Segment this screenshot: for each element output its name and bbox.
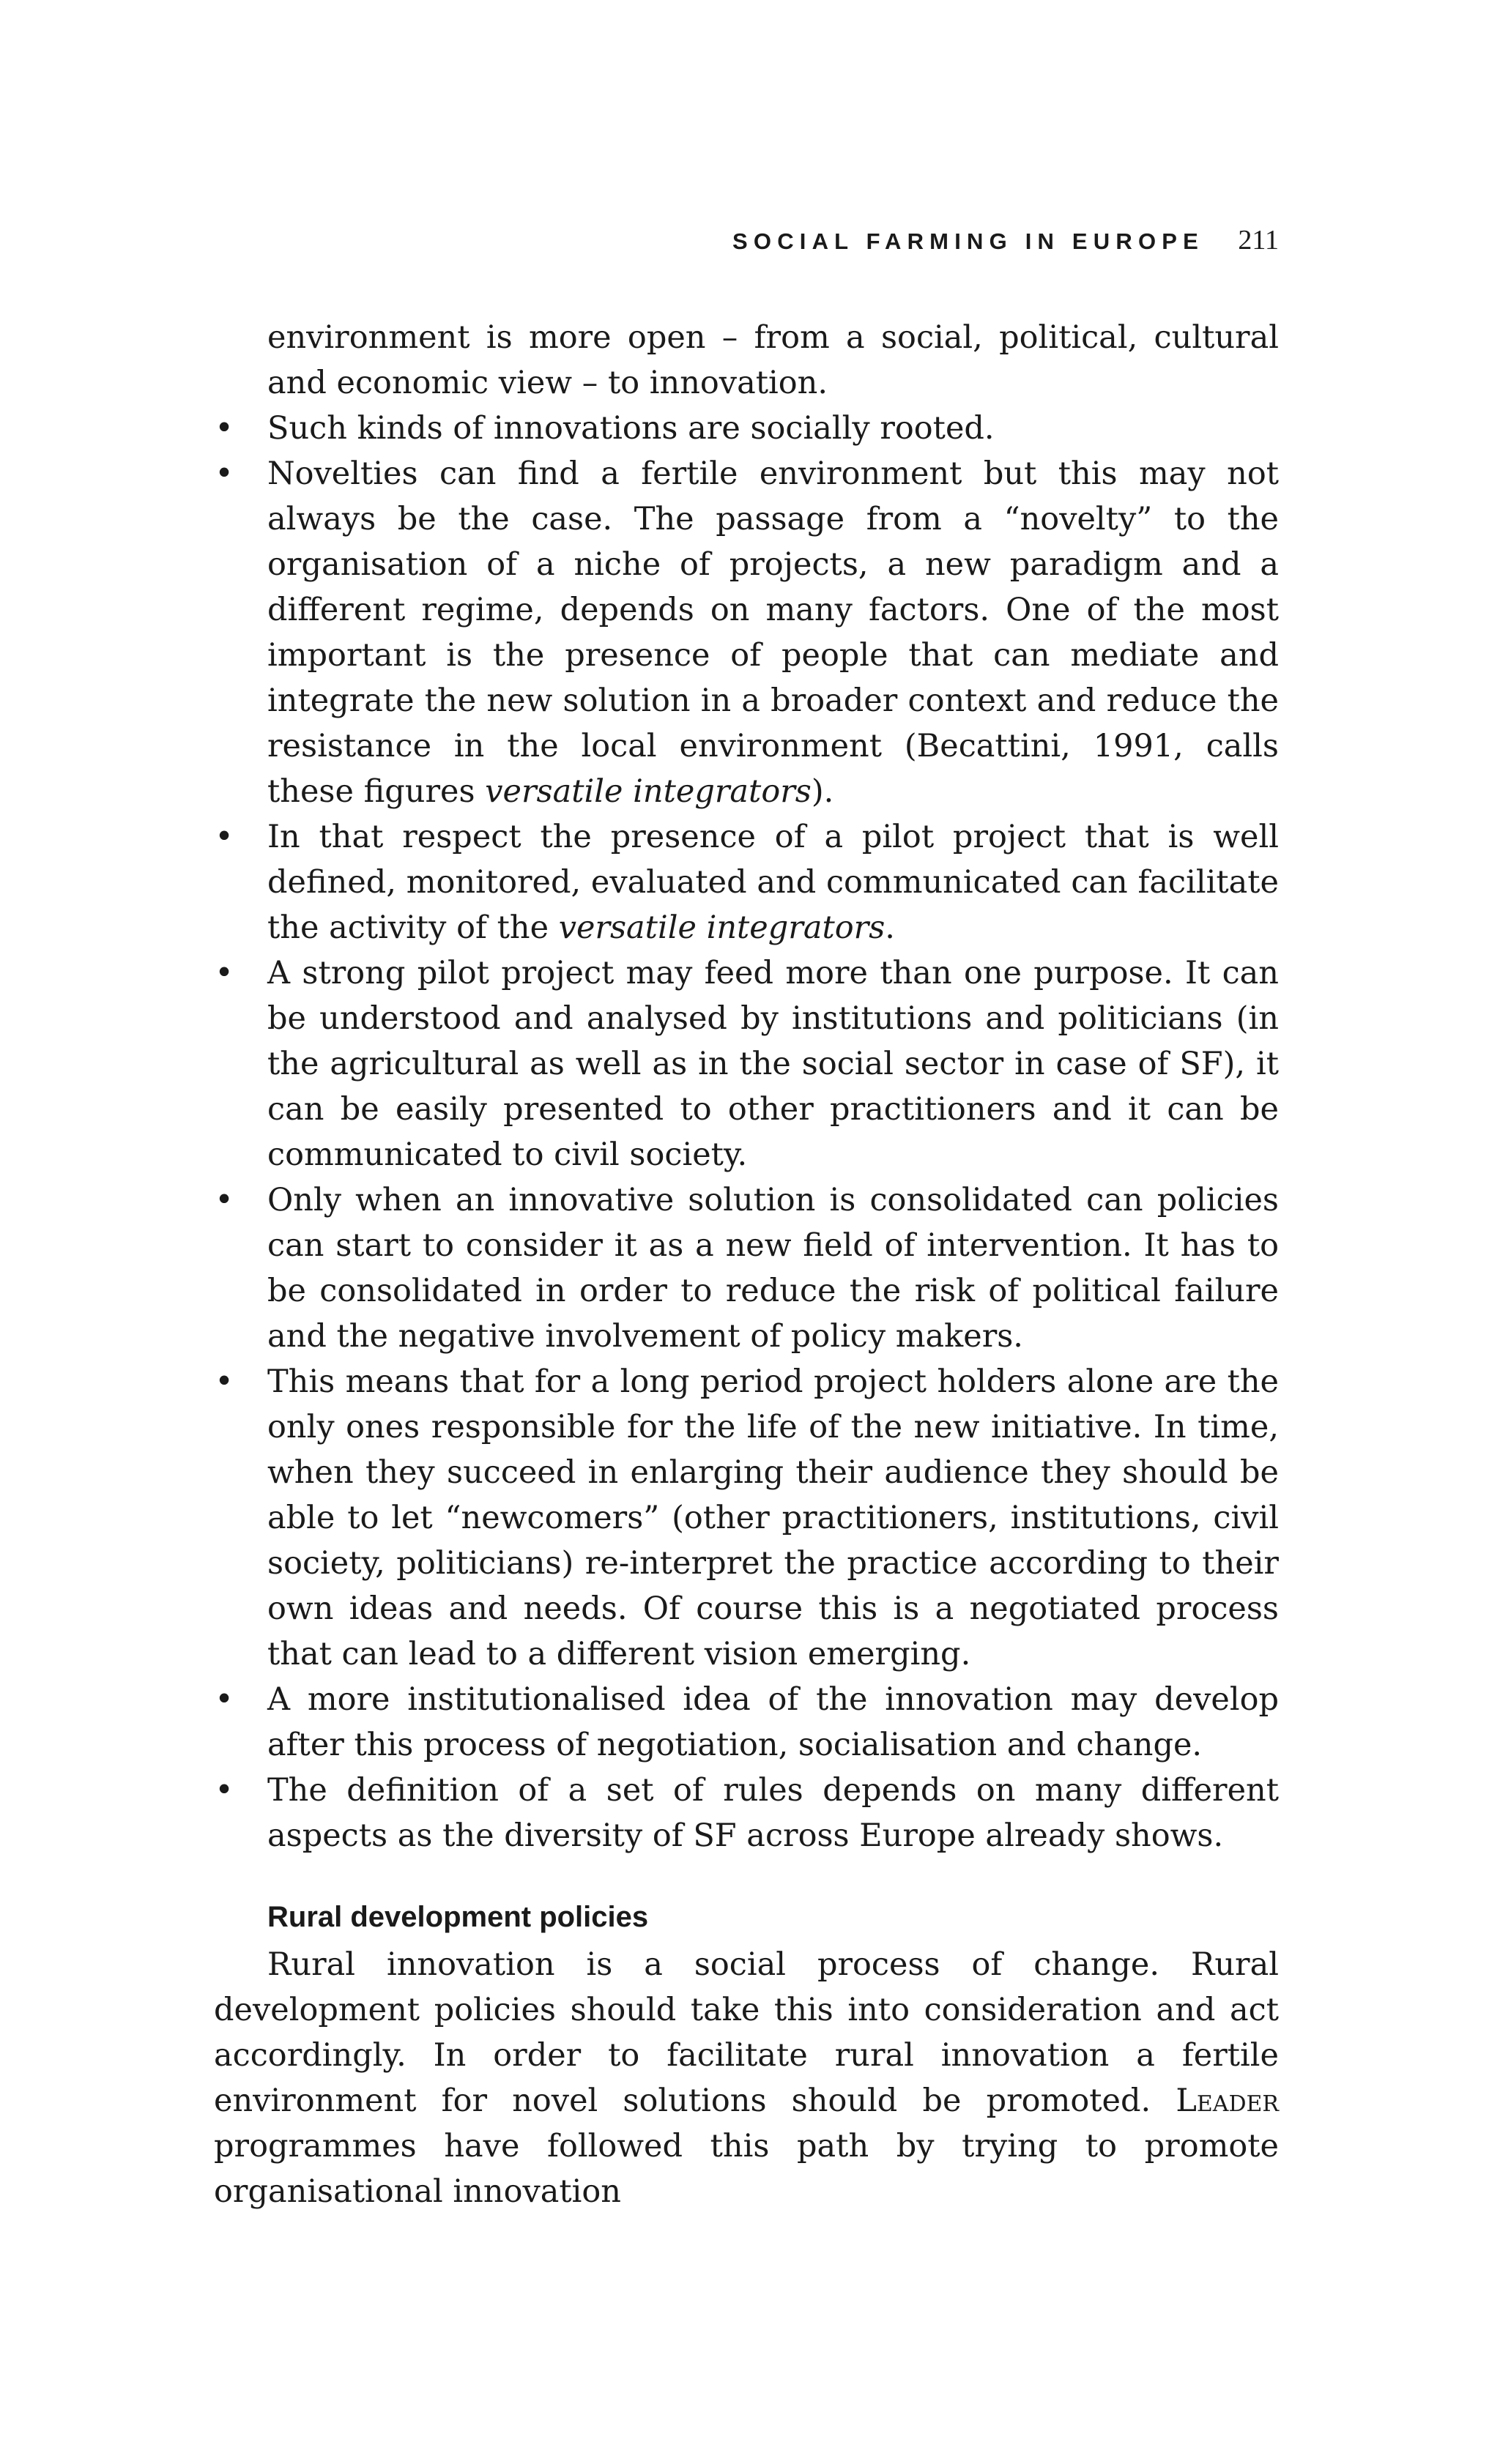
programme-name: Leader — [1176, 2083, 1279, 2119]
bullet-icon: • — [215, 1772, 234, 1809]
list-item — [215, 1359, 1279, 1677]
paragraph-text-end: programmes have followed this path by trying to promote organisational innovation — [214, 2128, 1279, 2210]
bullet-list — [215, 406, 1279, 1858]
bullet-text: A strong pilot project may feed more than one purpose. It can be understood and analysed by institutions and politicians (in the agricultural as well as in the social sector in case of SF), it can be easily presented to other practitioners and it can be communicated to civil society. — [267, 955, 1279, 1173]
bullet-icon: • — [215, 410, 234, 447]
list-item — [215, 1177, 1279, 1359]
section-paragraph — [214, 1942, 1279, 2214]
bullet-icon: • — [215, 455, 234, 492]
bullet-text: Novelties can find a fertile environment but this may not always be the case. The passage from a “novelty” to the organisation of a niche of projects, a new paradigm and a different regime, depends on many factors. One of the most important is the presence of people that can mediate and integrate the new solution in a broader context and reduce the resistance in the local environment (Becattini, 1991, calls these figures — [267, 455, 1279, 810]
bullet-text-end: ). — [811, 773, 834, 810]
bullet-text-end: . — [885, 909, 895, 946]
bullet-icon: • — [215, 955, 234, 991]
list-item — [215, 406, 1279, 451]
italic-term: versatile integrators — [558, 909, 885, 946]
bullet-icon: • — [215, 1681, 234, 1718]
list-item — [215, 1768, 1279, 1858]
continuation-paragraph: environment is more open – from a social, political, cultural and economic view – to innovation. — [267, 319, 1279, 401]
running-head — [732, 224, 1279, 256]
list-item — [215, 814, 1279, 950]
list-item — [215, 1677, 1279, 1768]
running-title: SOCIAL FARMING IN EUROPE — [732, 228, 1205, 254]
bullet-icon: • — [215, 1363, 234, 1400]
bullet-text: A more institutionalised idea of the innovation may develop after this process of negotiation, socialisation and change. — [267, 1681, 1279, 1763]
bullet-icon: • — [215, 819, 234, 855]
list-item — [215, 451, 1279, 814]
paragraph-text: Rural innovation is a social process of change. Rural development policies should take this into consideration and act accordingly. In order to facilitate rural innovation a fertile environment for novel solutions should be promoted. — [214, 1946, 1279, 2119]
bullet-text: In that respect the presence of a pilot project that is well defined, monitored, evaluated and communicated can facilitate the activity of the — [267, 819, 1279, 946]
bullet-icon: • — [215, 1182, 234, 1218]
section-heading: Rural development policies — [267, 1901, 649, 1933]
list-item — [215, 950, 1279, 1177]
bullet-text: The definition of a set of rules depends on many different aspects as the diversity of SF across Europe already shows. — [267, 1772, 1279, 1854]
bullet-text: Such kinds of innovations are socially rooted. — [267, 410, 995, 447]
italic-term: versatile integrators — [485, 773, 812, 810]
bullet-text: This means that for a long period project holders alone are the only ones responsible for the life of the new initiative. In time, when they succeed in enlarging their audience they should be able to let “newcomers” (other practitioners, institutions, civil society, politicians) re-interpret the practice according to their own ideas and needs. Of course this is a negotiated process that can lead to a different vision emerging. — [267, 1363, 1279, 1672]
page-number: 211 — [1238, 225, 1279, 256]
bullet-text: Only when an innovative solution is consolidated can policies can start to consider it as a new field of intervention. It has to be consolidated in order to reduce the risk of political failure and the negative involvement of policy makers. — [267, 1182, 1279, 1355]
